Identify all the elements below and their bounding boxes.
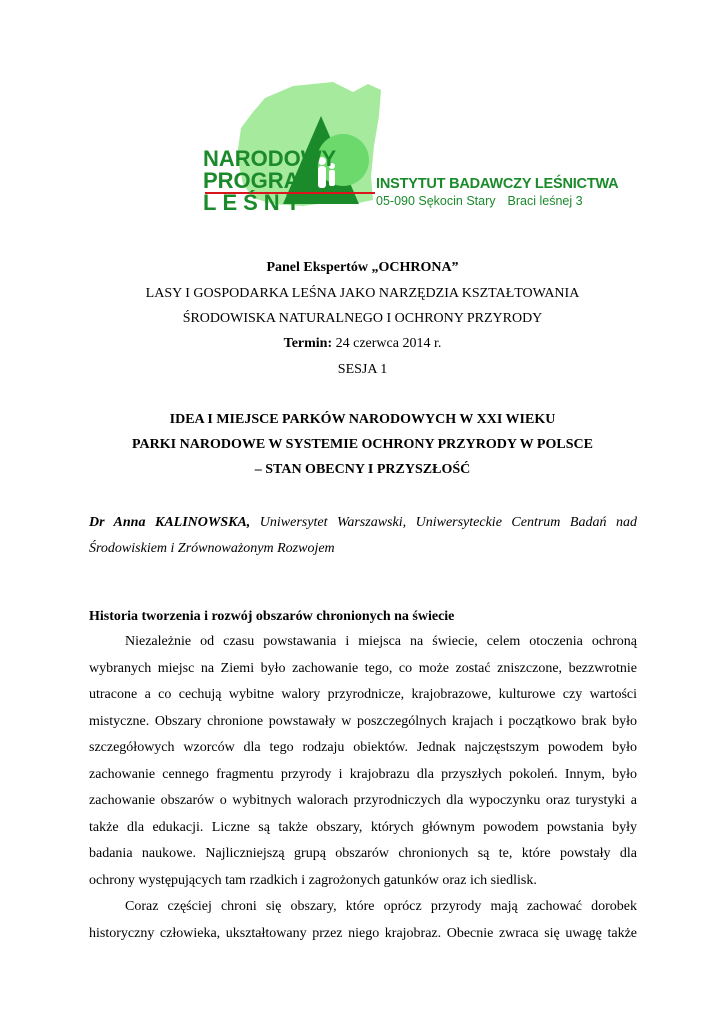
topic-line-1: IDEA I MIEJSCE PARKÓW NARODOWYCH W XXI WIEKU — [169, 412, 556, 427]
institute-street: Braci leśnej 3 — [507, 194, 583, 208]
program-line-3: LEŚNY — [203, 190, 307, 215]
termin-line — [0, 336, 725, 352]
author-affiliation-2: Środowiskiem i Zrównoważonym Rozwojem — [89, 541, 335, 556]
paragraph-line: historyczny człowieka, ukształtowany przez niego krajobraz. Obecnie zwraca się uwagę także — [89, 925, 637, 941]
paragraph-line: zachowanie obszarów o wybitnych walorach przyrodniczych dla wypoczynku oraz turystyki a — [89, 793, 637, 808]
author-name: Dr Anna KALINOWSKA, — [89, 515, 251, 530]
institute-city: 05-090 Sękocin Stary — [376, 194, 496, 208]
panel-title: Panel Ekspertów „OCHRONA” — [266, 260, 459, 275]
paragraph-line: szczegółowych wzorców dla tego rodzaju obiektów. Jednak najczęstszym powodem było — [89, 740, 637, 755]
conference-title-line-2: ŚRODOWISKA NATURALNEGO I OCHRONY PRZYRODY — [182, 311, 543, 326]
topic-line-3: – STAN OBECNY I PRZYSZŁOŚĆ — [254, 462, 471, 477]
paragraph-line: wybranych miejsc na Ziemi było zachowanie tego, co może zostać zniszczone, bezzwrotnie — [89, 660, 637, 676]
program-name — [203, 148, 336, 214]
paragraph-line: badania naukowe. Najliczniejszą grupą obszarów chronionych są te, które powstały dla — [89, 846, 637, 861]
termin-label: Termin: — [283, 336, 333, 351]
author-affiliation-1: Uniwersytet Warszawski, Uniwersyteckie Centrum Badań nad — [250, 515, 637, 530]
paragraph-line: utracone a co cechują wybitne walory przyrodnicze, krajobrazowe, kulturowe czy wartości — [89, 687, 637, 702]
institute-name: INSTYTUT BADAWCZY LEŚNICTWA — [376, 176, 619, 192]
paragraph-line: także dla edukacji. Liczne są także obszary, których głównym powodem powstania były — [89, 819, 637, 835]
institute-block — [376, 176, 618, 209]
section-body — [89, 629, 637, 947]
topic-line-2: PARKI NARODOWE W SYSTEMIE OCHRONY PRZYRODY W POLSCE — [132, 437, 593, 452]
paragraph-line: Coraz częściej chroni się obszary, które oprócz przyrody mają zachować dorobek — [125, 899, 637, 914]
paragraph-line: mistyczne. Obszary chronione powstawały w poszczególnych krajach i początkowo brak było — [89, 713, 637, 729]
termin-value: 24 czerwca 2014 r. — [332, 336, 442, 351]
author-block — [89, 510, 637, 562]
institute-address — [376, 193, 618, 209]
program-line-1: NARODOWY — [203, 146, 337, 171]
program-line-2: PROGRAM — [203, 168, 318, 193]
conference-title-line-1: LASY I GOSPODARKA LEŚNA JAKO NARZĘDZIA KSZTAŁTOWANIA — [145, 286, 580, 301]
section-heading: Historia tworzenia i rozwój obszarów chronionych na świecie — [89, 609, 455, 624]
session-label: SESJA 1 — [337, 362, 388, 377]
paragraph-line: ochrony występujących tam rzadkich i zagrożonych gatunków oraz ich siedlisk. — [89, 872, 537, 888]
paragraph-line: Niezależnie od czasu powstawania i miejsca na świecie, celem otoczenia ochroną — [125, 634, 637, 649]
paragraph-line: zachowanie cennego fragmentu przyrody i krajobrazu dla przyszłych pokoleń. Innym, było — [89, 766, 637, 782]
